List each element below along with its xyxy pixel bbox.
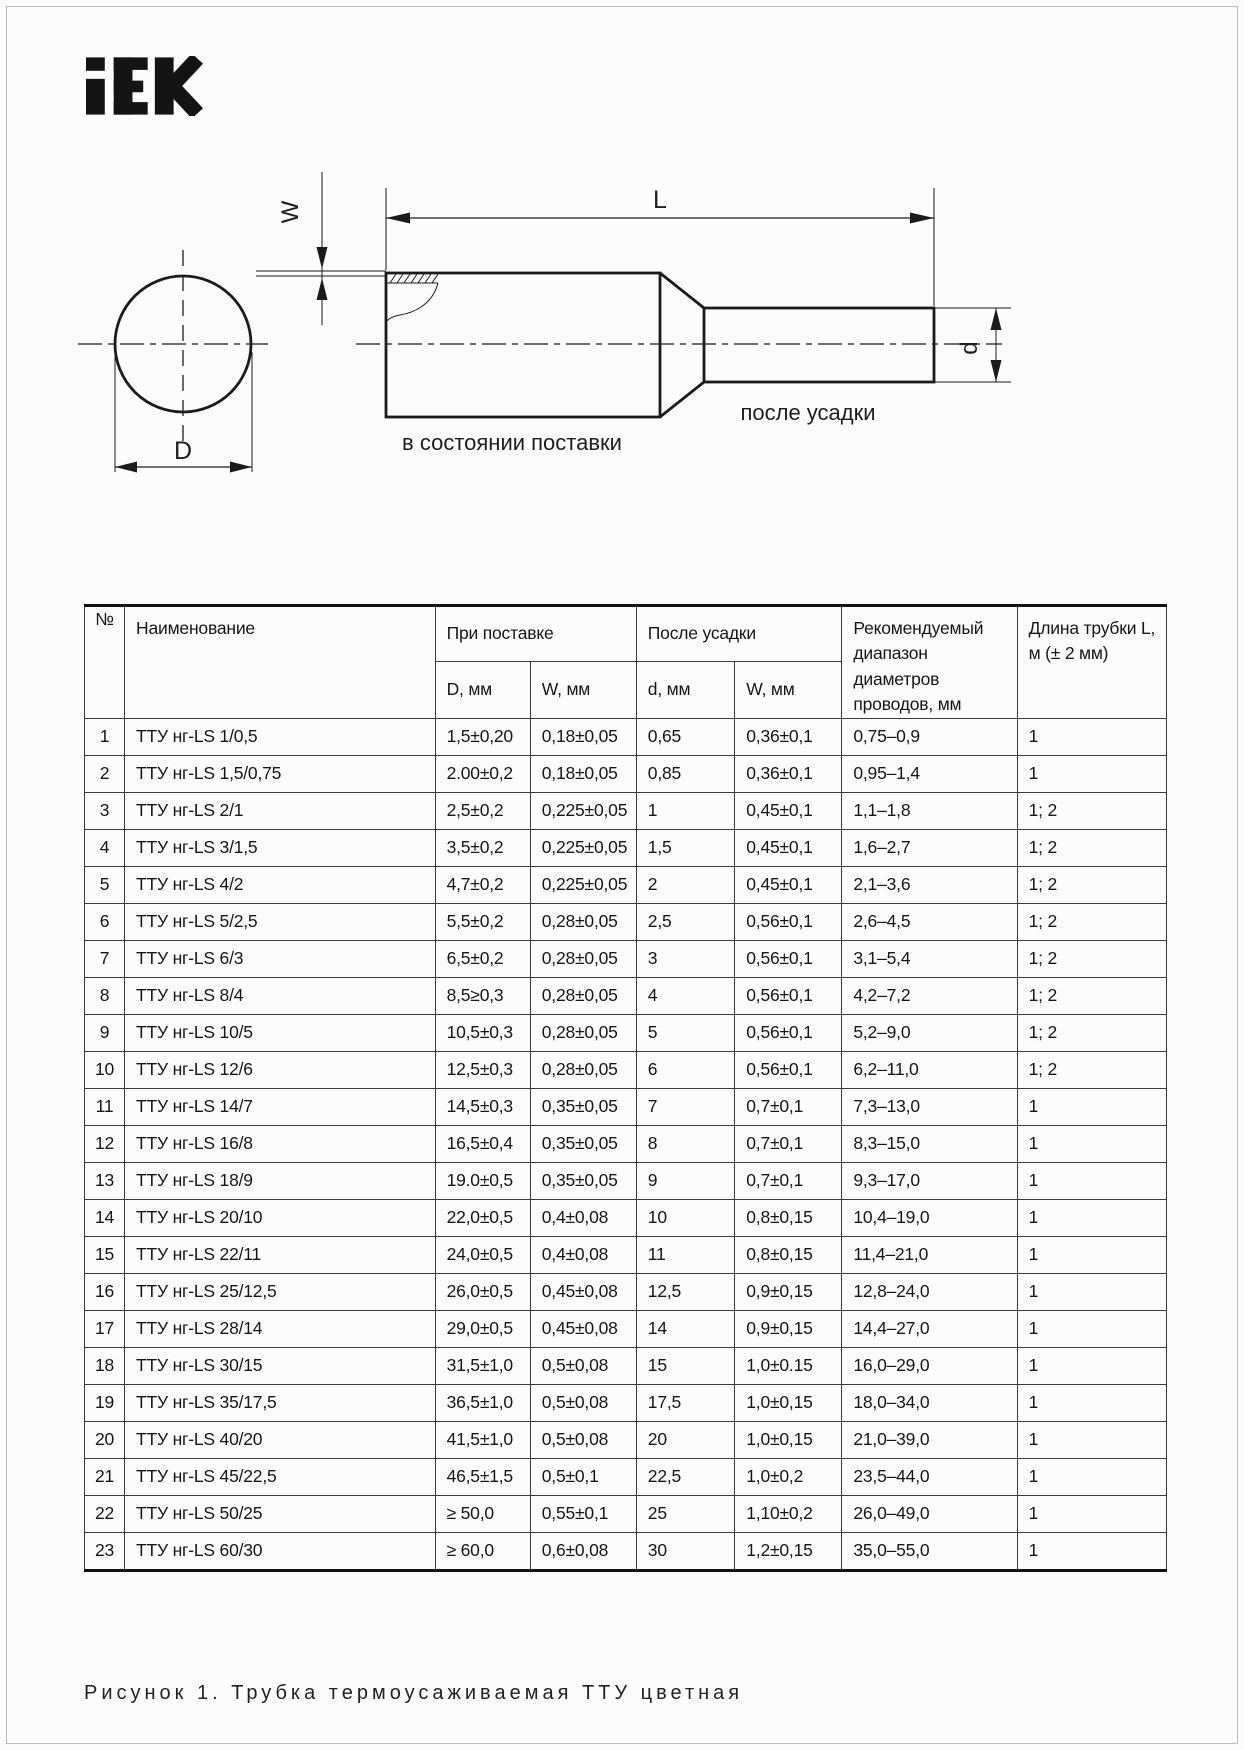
table-row	[85, 792, 1167, 829]
cell-num: 16	[85, 1273, 125, 1310]
cell-wire-range: 8,3–15,0	[842, 1125, 1017, 1162]
cell-tube-length: 1	[1017, 1310, 1166, 1347]
cell-shrink-W: 0,56±0,1	[735, 977, 842, 1014]
table-row	[85, 1458, 1167, 1495]
cell-tube-length: 1	[1017, 1421, 1166, 1458]
cell-shrink-d: 1,5	[636, 829, 734, 866]
cell-shrink-W: 1,0±0.15	[735, 1347, 842, 1384]
cell-shrink-W: 1,0±0,2	[735, 1458, 842, 1495]
cell-shrink-d: 8	[636, 1125, 734, 1162]
cell-shrink-W: 1,0±0,15	[735, 1421, 842, 1458]
cell-supply-W: 0,35±0,05	[530, 1125, 636, 1162]
table-row	[85, 755, 1167, 792]
cell-wire-range: 9,3–17,0	[842, 1162, 1017, 1199]
table-row	[85, 1236, 1167, 1273]
col-header-supply-D: D, мм	[435, 661, 530, 718]
cell-wire-range: 11,4–21,0	[842, 1236, 1017, 1273]
cell-shrink-W: 0,45±0,1	[735, 866, 842, 903]
cell-supply-D: ≥ 50,0	[435, 1495, 530, 1532]
cell-name: ТТУ нг-LS 6/3	[125, 940, 436, 977]
table-row	[85, 829, 1167, 866]
cell-num: 5	[85, 866, 125, 903]
table-row	[85, 866, 1167, 903]
cell-name: ТТУ нг-LS 3/1,5	[125, 829, 436, 866]
cell-tube-length: 1	[1017, 1236, 1166, 1273]
cell-shrink-d: 14	[636, 1310, 734, 1347]
dim-label-d: d	[956, 341, 983, 355]
table-row	[85, 1162, 1167, 1199]
table-header	[85, 606, 1167, 719]
cell-tube-length: 1	[1017, 1125, 1166, 1162]
cell-tube-length: 1; 2	[1017, 1014, 1166, 1051]
cell-wire-range: 2,1–3,6	[842, 866, 1017, 903]
cell-supply-D: 5,5±0,2	[435, 903, 530, 940]
cell-supply-D: 31,5±1,0	[435, 1347, 530, 1384]
cell-num: 2	[85, 755, 125, 792]
cell-shrink-d: 4	[636, 977, 734, 1014]
cell-tube-length: 1; 2	[1017, 792, 1166, 829]
cell-shrink-d: 17,5	[636, 1384, 734, 1421]
cell-shrink-W: 0,8±0,15	[735, 1236, 842, 1273]
cell-shrink-d: 30	[636, 1532, 734, 1570]
cell-shrink-d: 10	[636, 1199, 734, 1236]
cell-supply-D: 26,0±0,5	[435, 1273, 530, 1310]
cell-shrink-d: 6	[636, 1051, 734, 1088]
figure-caption: Рисунок 1. Трубка термоусаживаемая ТТУ цветная	[84, 1682, 744, 1704]
cell-supply-W: 0,28±0,05	[530, 1051, 636, 1088]
cell-tube-length: 1	[1017, 1532, 1166, 1570]
cell-supply-W: 0,18±0,05	[530, 718, 636, 755]
cell-name: ТТУ нг-LS 45/22,5	[125, 1458, 436, 1495]
cell-shrink-d: 7	[636, 1088, 734, 1125]
cell-supply-D: 14,5±0,3	[435, 1088, 530, 1125]
dim-label-D: D	[173, 437, 193, 465]
cell-supply-W: 0,28±0,05	[530, 903, 636, 940]
dim-label-W: W	[277, 200, 304, 224]
label-after-shrink: после усадки	[740, 400, 876, 425]
cell-wire-range: 1,1–1,8	[842, 792, 1017, 829]
cell-tube-length: 1; 2	[1017, 829, 1166, 866]
cell-name: ТТУ нг-LS 14/7	[125, 1088, 436, 1125]
cell-name: ТТУ нг-LS 16/8	[125, 1125, 436, 1162]
cell-wire-range: 0,75–0,9	[842, 718, 1017, 755]
cell-wire-range: 2,6–4,5	[842, 903, 1017, 940]
cell-name: ТТУ нг-LS 1/0,5	[125, 718, 436, 755]
cell-supply-W: 0,55±0,1	[530, 1495, 636, 1532]
cell-num: 15	[85, 1236, 125, 1273]
cell-supply-D: 36,5±1,0	[435, 1384, 530, 1421]
cell-supply-W: 0,5±0,08	[530, 1347, 636, 1384]
col-header-tube-length: Длина трубки L, м (± 2 мм)	[1017, 606, 1166, 719]
cell-num: 3	[85, 792, 125, 829]
table-row	[85, 1014, 1167, 1051]
table-row	[85, 1051, 1167, 1088]
label-supplied-state: в состоянии поставки	[402, 430, 622, 455]
cell-name: ТТУ нг-LS 4/2	[125, 866, 436, 903]
cell-shrink-d: 9	[636, 1162, 734, 1199]
w-arrow-up	[317, 278, 328, 300]
cell-supply-W: 0,28±0,05	[530, 1014, 636, 1051]
cell-shrink-W: 0,56±0,1	[735, 940, 842, 977]
cell-num: 20	[85, 1421, 125, 1458]
cell-shrink-d: 22,5	[636, 1458, 734, 1495]
cell-num: 7	[85, 940, 125, 977]
col-header-shrink-W: W, мм	[735, 661, 842, 718]
cell-supply-D: 12,5±0,3	[435, 1051, 530, 1088]
cell-name: ТТУ нг-LS 35/17,5	[125, 1384, 436, 1421]
cell-num: 13	[85, 1162, 125, 1199]
cell-supply-D: 2,5±0,2	[435, 792, 530, 829]
cell-num: 22	[85, 1495, 125, 1532]
col-header-supply-W: W, мм	[530, 661, 636, 718]
cell-supply-D: 10,5±0,3	[435, 1014, 530, 1051]
cell-num: 9	[85, 1014, 125, 1051]
tube-supplied-body	[386, 273, 660, 417]
cell-shrink-W: 1,0±0,15	[735, 1384, 842, 1421]
cell-name: ТТУ нг-LS 10/5	[125, 1014, 436, 1051]
cell-tube-length: 1; 2	[1017, 1051, 1166, 1088]
cell-name: ТТУ нг-LS 5/2,5	[125, 903, 436, 940]
cell-supply-D: 29,0±0,5	[435, 1310, 530, 1347]
cell-supply-W: 0,5±0,08	[530, 1421, 636, 1458]
table-row	[85, 977, 1167, 1014]
cell-name: ТТУ нг-LS 28/14	[125, 1310, 436, 1347]
cell-name: ТТУ нг-LS 25/12,5	[125, 1273, 436, 1310]
cell-supply-D: 16,5±0,4	[435, 1125, 530, 1162]
technical-drawing	[60, 110, 1020, 482]
col-group-at-supply: При поставке	[435, 606, 636, 662]
cell-wire-range: 6,2–11,0	[842, 1051, 1017, 1088]
cell-wire-range: 7,3–13,0	[842, 1088, 1017, 1125]
cell-shrink-W: 0,8±0,15	[735, 1199, 842, 1236]
table-row	[85, 718, 1167, 755]
cell-wire-range: 4,2–7,2	[842, 977, 1017, 1014]
d-arrow-left	[115, 462, 137, 473]
cell-supply-W: 0,35±0,05	[530, 1162, 636, 1199]
d-arrow-right	[230, 462, 252, 473]
table-row	[85, 1421, 1167, 1458]
cell-tube-length: 1	[1017, 1273, 1166, 1310]
cell-tube-length: 1; 2	[1017, 977, 1166, 1014]
cell-supply-W: 0,45±0,08	[530, 1310, 636, 1347]
cell-supply-D: 41,5±1,0	[435, 1421, 530, 1458]
cell-num: 19	[85, 1384, 125, 1421]
tube-diagram	[60, 110, 1020, 482]
cell-num: 14	[85, 1199, 125, 1236]
cell-wire-range: 35,0–55,0	[842, 1532, 1017, 1570]
cell-tube-length: 1; 2	[1017, 866, 1166, 903]
cell-shrink-d: 2	[636, 866, 734, 903]
cell-num: 4	[85, 829, 125, 866]
cell-supply-W: 0,35±0,05	[530, 1088, 636, 1125]
cell-supply-D: 19.0±0,5	[435, 1162, 530, 1199]
cell-shrink-d: 11	[636, 1236, 734, 1273]
cell-tube-length: 1	[1017, 1199, 1166, 1236]
cell-shrink-d: 3	[636, 940, 734, 977]
cell-supply-D: 22,0±0,5	[435, 1199, 530, 1236]
cell-supply-W: 0,225±0,05	[530, 829, 636, 866]
cell-shrink-W: 0,7±0,1	[735, 1162, 842, 1199]
cell-supply-W: 0,6±0,08	[530, 1532, 636, 1570]
cell-name: ТТУ нг-LS 50/25	[125, 1495, 436, 1532]
cell-shrink-d: 15	[636, 1347, 734, 1384]
cell-num: 18	[85, 1347, 125, 1384]
cell-supply-W: 0,18±0,05	[530, 755, 636, 792]
table-row	[85, 1347, 1167, 1384]
cell-num: 17	[85, 1310, 125, 1347]
cell-supply-W: 0,28±0,05	[530, 940, 636, 977]
cell-tube-length: 1	[1017, 718, 1166, 755]
cell-name: ТТУ нг-LS 22/11	[125, 1236, 436, 1273]
cell-supply-D: 1,5±0,20	[435, 718, 530, 755]
cell-num: 6	[85, 903, 125, 940]
cell-shrink-W: 0,45±0,1	[735, 792, 842, 829]
cell-wire-range: 5,2–9,0	[842, 1014, 1017, 1051]
cell-num: 21	[85, 1458, 125, 1495]
cell-wire-range: 16,0–29,0	[842, 1347, 1017, 1384]
cell-shrink-W: 0,36±0,1	[735, 755, 842, 792]
cell-shrink-d: 25	[636, 1495, 734, 1532]
col-header-name: Наименование	[125, 606, 436, 719]
cell-name: ТТУ нг-LS 1,5/0,75	[125, 755, 436, 792]
cell-wire-range: 18,0–34,0	[842, 1384, 1017, 1421]
cell-num: 12	[85, 1125, 125, 1162]
cell-tube-length: 1	[1017, 1458, 1166, 1495]
cell-supply-D: 8,5≥0,3	[435, 977, 530, 1014]
cell-shrink-W: 0,9±0,15	[735, 1273, 842, 1310]
cell-supply-W: 0,4±0,08	[530, 1236, 636, 1273]
cell-tube-length: 1	[1017, 1495, 1166, 1532]
cell-name: ТТУ нг-LS 40/20	[125, 1421, 436, 1458]
cell-wire-range: 0,95–1,4	[842, 755, 1017, 792]
cell-num: 10	[85, 1051, 125, 1088]
l-arrow-left	[386, 213, 410, 224]
small-d-arrow-down	[991, 360, 1002, 382]
cell-supply-D: ≥ 60,0	[435, 1532, 530, 1570]
cell-wire-range: 21,0–39,0	[842, 1421, 1017, 1458]
cell-shrink-d: 12,5	[636, 1273, 734, 1310]
cell-shrink-d: 5	[636, 1014, 734, 1051]
cell-shrink-W: 0,56±0,1	[735, 903, 842, 940]
table-row	[85, 1125, 1167, 1162]
cell-shrink-d: 0,85	[636, 755, 734, 792]
cell-wire-range: 3,1–5,4	[842, 940, 1017, 977]
iek-logo-graphic	[86, 56, 204, 116]
col-header-wire-range: Рекомендуемый диапазон диаметров проводов, мм	[842, 606, 1017, 719]
cell-num: 23	[85, 1532, 125, 1570]
cell-supply-W: 0,28±0,05	[530, 977, 636, 1014]
cone-top-line	[660, 273, 704, 308]
cell-tube-length: 1	[1017, 755, 1166, 792]
cell-wire-range: 12,8–24,0	[842, 1273, 1017, 1310]
cell-tube-length: 1; 2	[1017, 903, 1166, 940]
l-arrow-right	[910, 213, 934, 224]
cell-shrink-d: 0,65	[636, 718, 734, 755]
cell-name: ТТУ нг-LS 12/6	[125, 1051, 436, 1088]
dim-label-L: L	[653, 186, 667, 214]
cell-shrink-d: 2,5	[636, 903, 734, 940]
cell-supply-D: 2.00±0,2	[435, 755, 530, 792]
cell-supply-D: 6,5±0,2	[435, 940, 530, 977]
table-row	[85, 1273, 1167, 1310]
cell-supply-W: 0,5±0,08	[530, 1384, 636, 1421]
cell-name: ТТУ нг-LS 30/15	[125, 1347, 436, 1384]
cell-num: 8	[85, 977, 125, 1014]
cell-shrink-d: 1	[636, 792, 734, 829]
table-row	[85, 1310, 1167, 1347]
cell-shrink-W: 1,10±0,2	[735, 1495, 842, 1532]
cell-name: ТТУ нг-LS 60/30	[125, 1532, 436, 1570]
cell-shrink-W: 0,56±0,1	[735, 1051, 842, 1088]
cell-wire-range: 10,4–19,0	[842, 1199, 1017, 1236]
cell-shrink-d: 20	[636, 1421, 734, 1458]
cell-shrink-W: 1,2±0,15	[735, 1532, 842, 1570]
cell-tube-length: 1	[1017, 1088, 1166, 1125]
cell-name: ТТУ нг-LS 20/10	[125, 1199, 436, 1236]
cell-supply-D: 4,7±0,2	[435, 866, 530, 903]
tube-shrunk-body	[704, 308, 934, 382]
spec-table	[84, 604, 1167, 1572]
w-arrow-down	[317, 247, 328, 269]
cell-tube-length: 1	[1017, 1162, 1166, 1199]
cell-name: ТТУ нг-LS 8/4	[125, 977, 436, 1014]
table-row	[85, 1532, 1167, 1570]
table-row	[85, 940, 1167, 977]
cell-supply-D: 3,5±0,2	[435, 829, 530, 866]
cell-name: ТТУ нг-LS 18/9	[125, 1162, 436, 1199]
cell-supply-W: 0,4±0,08	[530, 1199, 636, 1236]
cell-tube-length: 1; 2	[1017, 940, 1166, 977]
table-row	[85, 903, 1167, 940]
cell-supply-W: 0,5±0,1	[530, 1458, 636, 1495]
col-header-num: №	[85, 606, 125, 719]
table-row	[85, 1088, 1167, 1125]
cell-supply-D: 24,0±0,5	[435, 1236, 530, 1273]
table-body	[85, 718, 1167, 1570]
cell-shrink-W: 0,56±0,1	[735, 1014, 842, 1051]
small-d-arrow-up	[991, 308, 1002, 330]
table-row	[85, 1199, 1167, 1236]
cell-supply-D: 46,5±1,5	[435, 1458, 530, 1495]
cell-num: 1	[85, 718, 125, 755]
cell-num: 11	[85, 1088, 125, 1125]
col-header-shrink-d: d, мм	[636, 661, 734, 718]
cell-shrink-W: 0,9±0,15	[735, 1310, 842, 1347]
cell-supply-W: 0,225±0,05	[530, 866, 636, 903]
cell-shrink-W: 0,36±0,1	[735, 718, 842, 755]
cell-supply-W: 0,225±0,05	[530, 792, 636, 829]
col-group-after-shrink: После усадки	[636, 606, 842, 662]
cell-shrink-W: 0,7±0,1	[735, 1125, 842, 1162]
cell-tube-length: 1	[1017, 1384, 1166, 1421]
logo-i-dot	[86, 57, 105, 70]
cell-name: ТТУ нг-LS 2/1	[125, 792, 436, 829]
cell-wire-range: 1,6–2,7	[842, 829, 1017, 866]
cell-wire-range: 14,4–27,0	[842, 1310, 1017, 1347]
cell-shrink-W: 0,45±0,1	[735, 829, 842, 866]
cell-wire-range: 26,0–49,0	[842, 1495, 1017, 1532]
cell-shrink-W: 0,7±0,1	[735, 1088, 842, 1125]
table-row	[85, 1495, 1167, 1532]
cell-tube-length: 1	[1017, 1347, 1166, 1384]
wall-hatch-detail	[387, 274, 438, 321]
cone-bottom-line	[660, 382, 704, 417]
iek-logo	[86, 56, 204, 116]
cell-supply-W: 0,45±0,08	[530, 1273, 636, 1310]
cell-wire-range: 23,5–44,0	[842, 1458, 1017, 1495]
table-row	[85, 1384, 1167, 1421]
